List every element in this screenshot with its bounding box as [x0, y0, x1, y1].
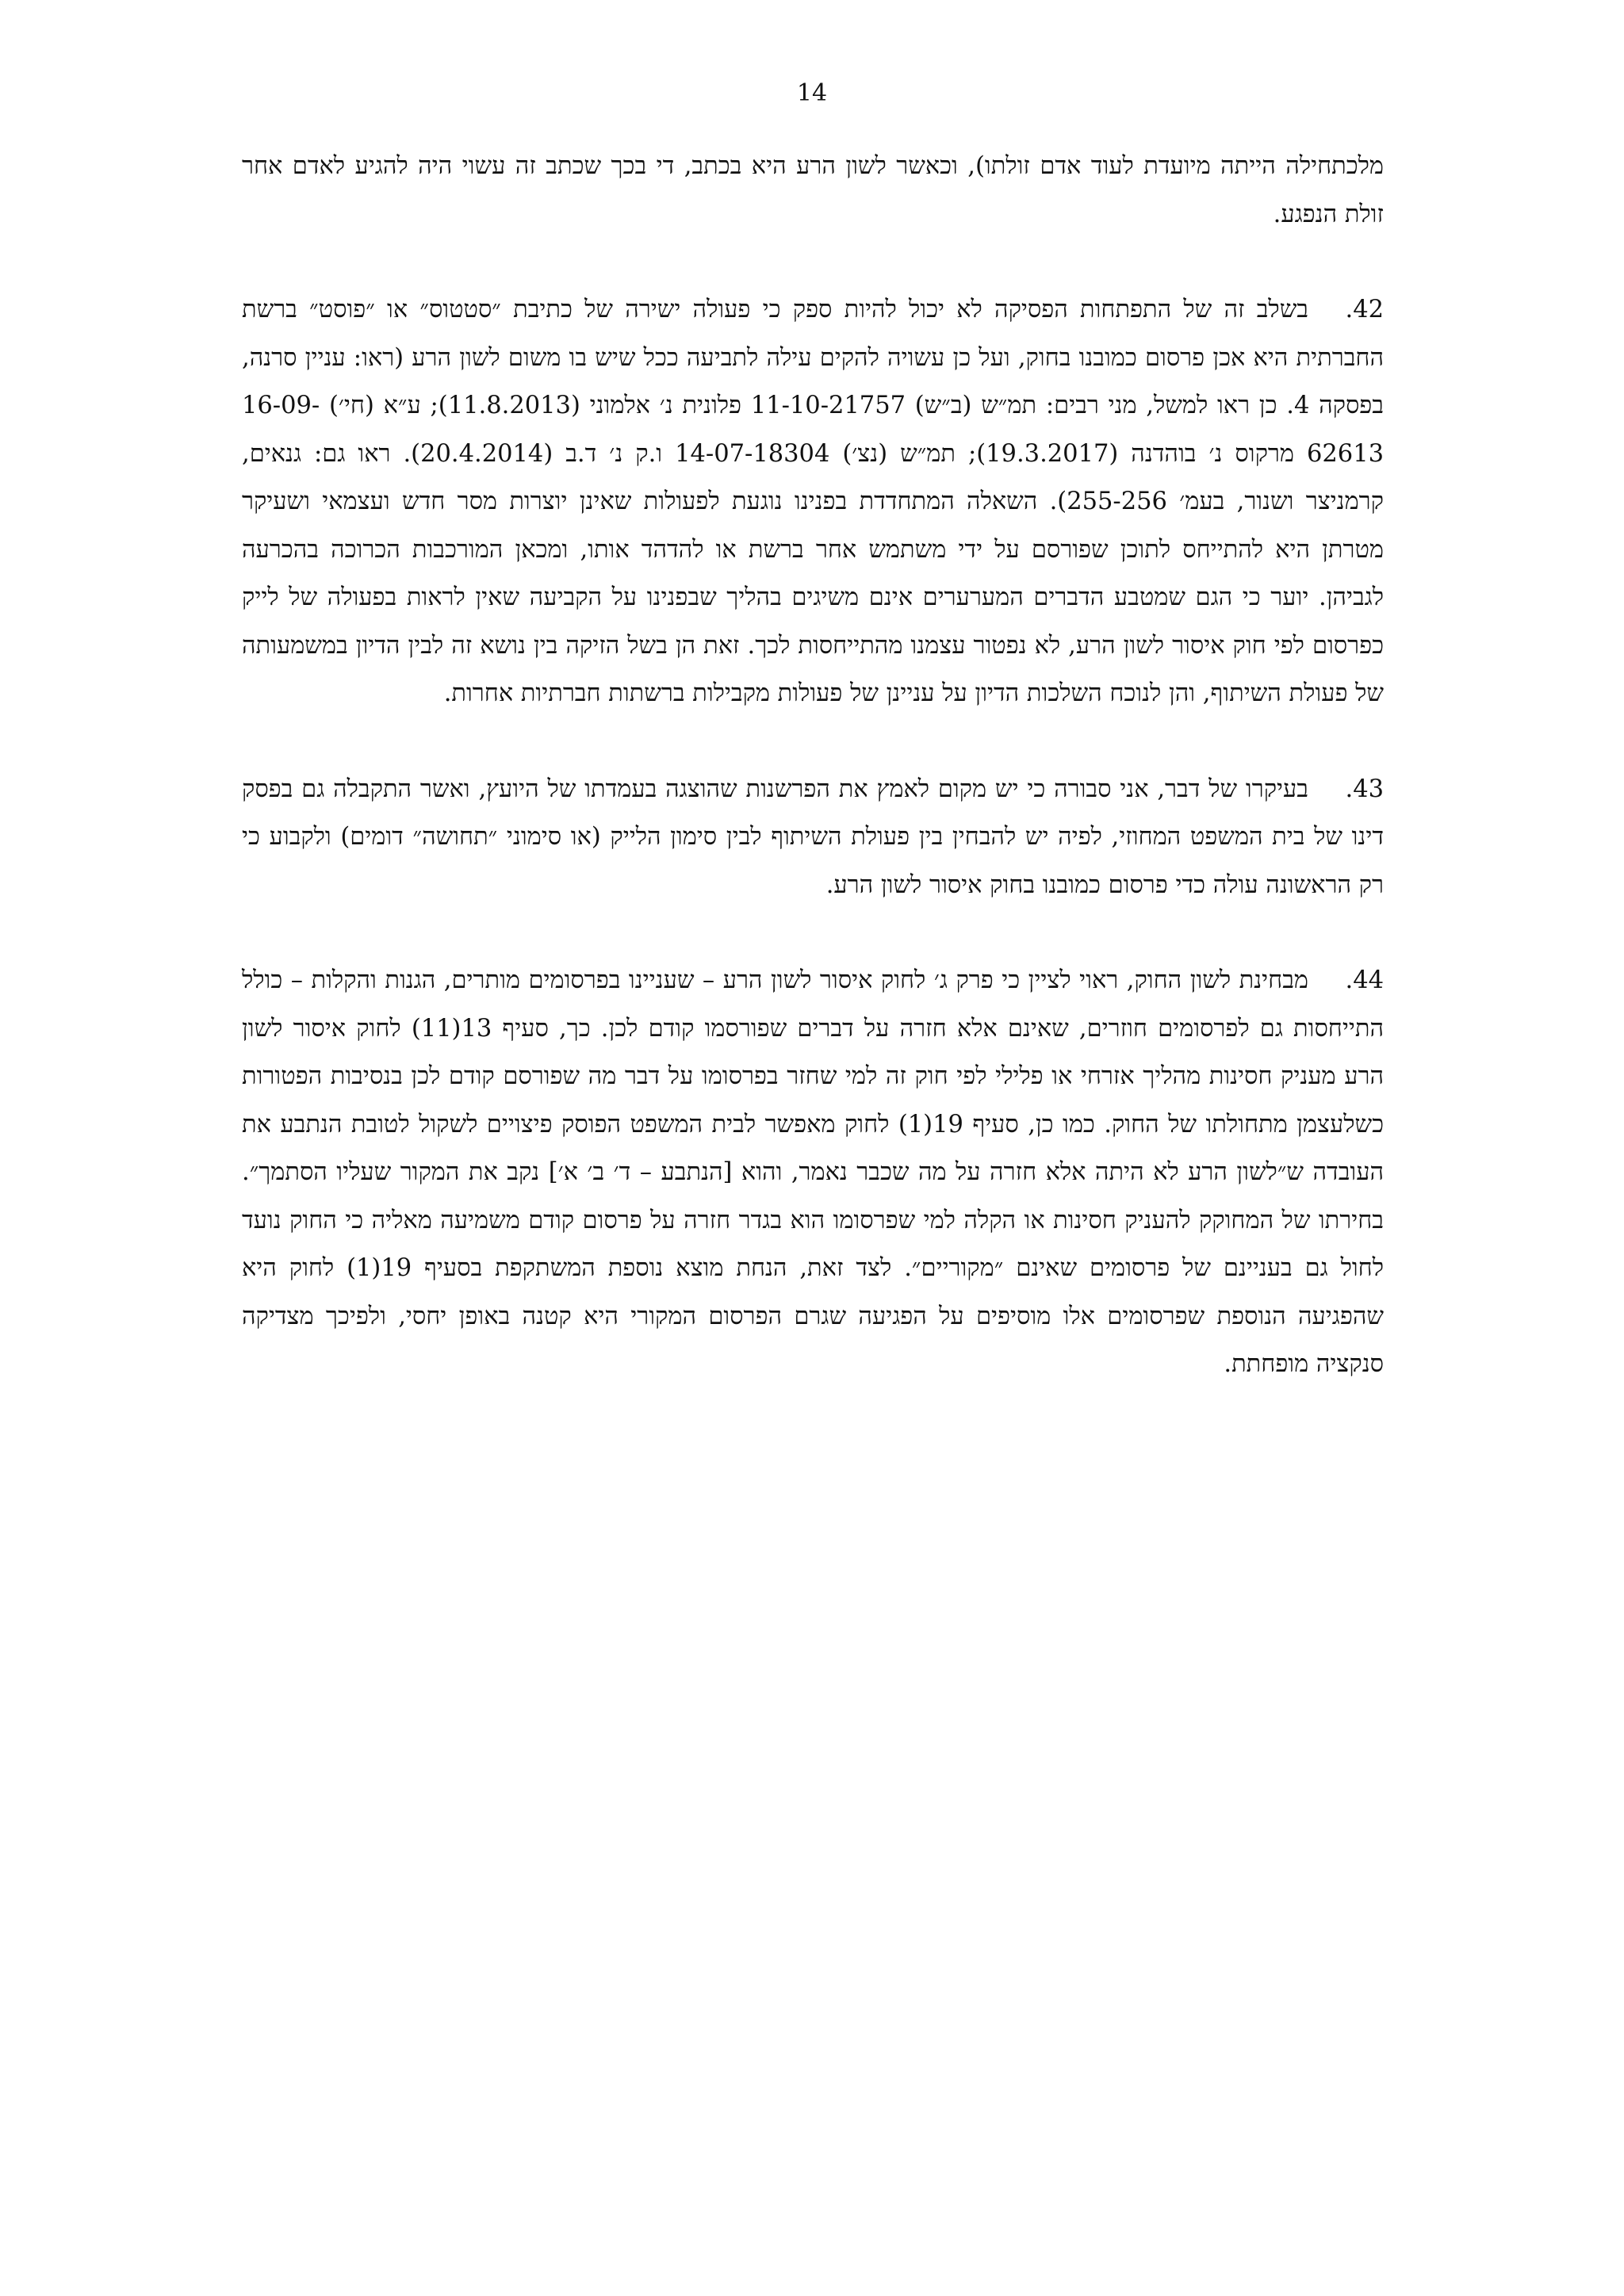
page-number: 14: [796, 79, 828, 107]
paragraph-text: בעיקרו של דבר, אני סבורה כי יש מקום לאמץ את הפרשנות שהוצגה בעמדתו של היועץ, ואשר התקבלה גם בפסק דינו של בית המשפט המחוזי, לפיה יש להבחין בין פעולת השיתוף לבין סימון הלייק (או סימוני ״תחושה״ דומים) ולקבוע כי רק הראשונה עולה כדי פרסום כמובנו בחוק איסור לשון הרע.: [242, 775, 1384, 899]
paragraph-text: בשלב זה של התפתחות הפסיקה לא יכול להיות ספק כי פעולה ישירה של כתיבת ״סטטוס״ או ״פוסט״ ברשת החברתית היא אכן פרסום כמובנו בחוק, ועל כן עשויה להקים עילה לתביעה ככל שיש בו משום לשון הרע (ראו: עניין סרנה, בפסקה 4. כן ראו למשל, מני רבים: תמ״ש (ב״ש) 11-10-21757 פלונית נ׳ אלמוני (11.8.2013); ע״א (חי׳) 16-09-62613 מרקוס נ׳ בוהדנה (19.3.2017); תמ״ש (נצ׳) 14-07-18304 ו.ק נ׳ ד.ב (20.4.2014). ראו גם: גנאים, קרמניצר ושנור, בעמ׳ 255-256). השאלה המתחדדת בפנינו נוגעת לפעולות שאינן יוצרות מסר חדש ועצמאי ושעיקר מטרתן היא להתייחס לתוכן שפורסם על ידי משתמש אחר ברשת או להדהד אותו, ומכאן המורכבות הכרוכה בהכרעה לגביהן. יוער כי הגם שמטבע הדברים המערערים אינם משיגים בהליך שבפנינו על הקביעה שאין לראות בפעולה של לייק כפרסום לפי חוק איסור לשון הרע, לא נפטור עצמנו מהתייחסות לכך. זאת הן בשל הזיקה בין נושא זה לבין הדיון במשמעותה של פעולת השיתוף, והן לנוכח השלכות הדיון על עניינן של פעולות מקבילות ברשתות חברתיות אחרות.: [242, 296, 1385, 707]
document-body: [242, 143, 1384, 1437]
paragraph-number: 44.: [1345, 966, 1384, 994]
paragraph-42: [242, 286, 1384, 718]
paragraph-text: מלכתחילה הייתה מיועדת לעוד אדם זולתו), וכאשר לשון הרע היא בכתב, די בכך שכתב זה עשוי היה להגיע לאדם אחר זולת הנפגע.: [242, 152, 1384, 228]
paragraph-number: 43.: [1345, 775, 1384, 803]
paragraph-43: [242, 766, 1384, 910]
paragraph-text: מבחינת לשון החוק, ראוי לציין כי פרק ג׳ לחוק איסור לשון הרע – שעניינו בפרסומים מותרים, הגנות והקלות – כולל התייחסות גם לפרסומים חוזרים, שאינם אלא חזרה על דברים שפורסמו קודם לכן. כך, סעיף 13(11) לחוק איסור לשון הרע מעניק חסינות מהליך אזרחי או פלילי לפי חוק זה למי שחזר בפרסומו על דבר מה שפורסם קודם לכן בנסיבות הפטורות כשלעצמן מתחולתו של החוק. כמו כן, סעיף 19(1) לחוק מאפשר לבית המשפט הפוסק פיצויים לשקול לטובת הנתבע את העובדה ש״לשון הרע לא היתה אלא חזרה על מה שכבר נאמר, והוא [הנתבע – ד׳ ב׳ א׳] נקב את המקור שעליו הסתמך״. בחירתו של המחוקק להעניק חסינות או הקלה למי שפרסומו הוא בגדר חזרה על פרסום קודם משמיעה מאליה כי החוק נועד לחול גם בעניינם של פרסומים שאינם ״מקוריים״. לצד זאת, הנחת מוצא נוספת המשתקפת בסעיף 19(1) לחוק היא שהפגיעה הנוספת שפרסומים אלו מוסיפים על הפגיעה שגרם הפרסום המקורי היא קטנה באופן יחסי, ולפיכך מצדיקה סנקציה מופחתת.: [242, 966, 1384, 1378]
paragraph-continuation: [242, 143, 1384, 239]
paragraph-44: [242, 957, 1384, 1389]
paragraph-number: 42.: [1345, 296, 1384, 323]
